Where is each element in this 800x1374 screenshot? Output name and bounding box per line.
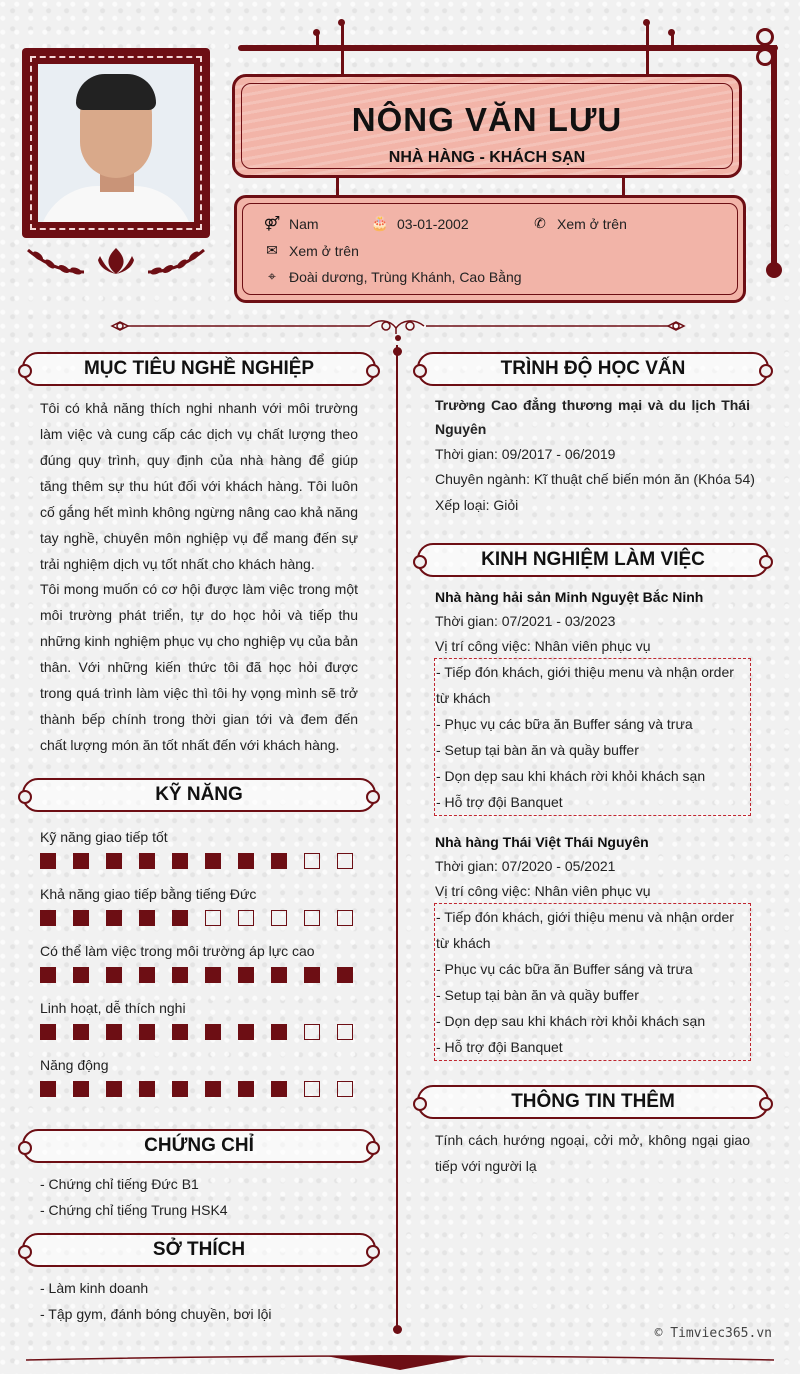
objective-paragraph-1: Tôi có khả năng thích nghi nhanh với môi trường làm việc và cung cấp các dịch vụ chất lượng theo đúng quy trình, quy định của nhà hàng để giúp tăng thêm sự thu hút đối với khách hàng. Tôi luôn cố gắng hết mình không ngừng nâng cao khả năng tay nghề, chuyên môn nghiệp vụ để mang đến sự trải nghiệm dịch vụ tốt nhất cho khách hàng.	[40, 400, 358, 572]
section-title-objective: MỤC TIÊU NGHỀ NGHIỆP	[22, 352, 376, 386]
rail-ring-icon	[756, 48, 774, 66]
skill-level-filled	[205, 853, 221, 869]
skill-level-filled	[172, 853, 188, 869]
skill-level-filled	[205, 1081, 221, 1097]
hanger-rod	[341, 22, 344, 74]
job-task-item: - Dọn dẹp sau khi khách rời khỏi khách sạn	[436, 768, 706, 784]
contact-address	[263, 268, 522, 285]
certificate-item: - Chứng chỉ tiếng Trung HSK4	[40, 1202, 228, 1218]
skill-level-filled	[139, 967, 155, 983]
job-task-item: - Dọn dẹp sau khi khách rời khỏi khách sạn	[436, 1013, 706, 1029]
skill-level-empty	[337, 1081, 353, 1097]
skill-level-filled	[73, 910, 89, 926]
gender-icon: ⚤	[263, 215, 281, 231]
skill-level-filled	[238, 1081, 254, 1097]
email-value: Xem ở trên	[289, 242, 359, 259]
contact-birthday	[371, 215, 469, 232]
hobby-item: - Tập gym, đánh bóng chuyền, bơi lội	[40, 1306, 272, 1322]
phone-icon: ✆	[534, 215, 546, 231]
skill-label: Kỹ năng giao tiếp tốt	[40, 829, 168, 845]
skill-level-filled	[304, 967, 320, 983]
address-value: Đoài dương, Trùng Khánh, Cao Bằng	[289, 268, 522, 285]
job-role: Vị trí công việc: Nhân viên phục vụ	[435, 883, 651, 899]
skill-level-filled	[139, 1024, 155, 1040]
laurel-ornament-icon	[24, 242, 208, 278]
skill-level-filled	[73, 1024, 89, 1040]
extra-info-text: Tính cách hướng ngoại, cởi mở, không ngại giao tiếp với người lạ	[435, 1132, 750, 1174]
skill-level-meter	[40, 967, 353, 983]
skill-level-empty	[337, 853, 353, 869]
skill-level-filled	[271, 1024, 287, 1040]
skill-label: Linh hoạt, dễ thích nghi	[40, 1000, 186, 1016]
rail-ring-icon	[756, 28, 774, 46]
gender-value: Nam	[289, 215, 319, 232]
skill-level-empty	[205, 910, 221, 926]
skill-level-filled	[205, 1024, 221, 1040]
candidate-name: NÔNG VĂN LƯU	[351, 101, 623, 138]
skill-level-filled	[172, 1081, 188, 1097]
skill-level-filled	[238, 853, 254, 869]
location-pin-icon: ⌖	[268, 268, 276, 284]
skill-label: Khả năng giao tiếp bằng tiếng Đức	[40, 886, 257, 902]
job-role: Vị trí công việc: Nhân viên phục vụ	[435, 638, 651, 654]
job-company: Nhà hàng Thái Việt Thái Nguyên	[435, 834, 649, 850]
skill-level-empty	[304, 1024, 320, 1040]
skill-level-filled	[40, 1024, 56, 1040]
ornamental-divider-icon	[108, 316, 688, 346]
skill-level-empty	[271, 910, 287, 926]
skill-level-meter	[40, 910, 353, 926]
job-time: Thời gian: 07/2021 - 03/2023	[435, 613, 616, 629]
skill-level-meter	[40, 853, 353, 869]
contact-email	[263, 242, 359, 259]
skill-level-filled	[40, 967, 56, 983]
skill-level-filled	[172, 910, 188, 926]
header-post-knob	[766, 262, 782, 278]
desired-position: NHÀ HÀNG - KHÁCH SẠN	[388, 149, 586, 166]
section-title-certificates: CHỨNG CHỈ	[22, 1129, 376, 1163]
skill-level-filled	[139, 1081, 155, 1097]
hanger-knob	[668, 29, 675, 36]
job-task-item: - Hỗ trợ đội Banquet	[436, 1039, 563, 1055]
job-task-item: - Hỗ trợ đội Banquet	[436, 794, 563, 810]
watermark: © Timviec365.vn	[654, 1326, 772, 1341]
skill-level-empty	[238, 910, 254, 926]
skill-level-meter	[40, 1081, 353, 1097]
skill-level-filled	[73, 967, 89, 983]
skill-level-filled	[106, 853, 122, 869]
skill-level-empty	[304, 910, 320, 926]
job-time: Thời gian: 07/2020 - 05/2021	[435, 858, 616, 874]
skill-level-filled	[106, 1081, 122, 1097]
envelope-icon: ✉	[266, 242, 278, 258]
education-time: Thời gian: 09/2017 - 06/2019	[435, 446, 616, 462]
job-task-item: - Phục vụ các bữa ăn Buffer sáng và trưa	[436, 961, 693, 977]
skill-level-filled	[73, 853, 89, 869]
education-major: Chuyên ngành: Kĩ thuật chế biến món ăn (Khóa 54)	[435, 471, 755, 487]
skill-level-filled	[139, 910, 155, 926]
skill-level-filled	[106, 967, 122, 983]
phone-value: Xem ở trên	[557, 215, 627, 232]
avatar-frame	[22, 48, 210, 238]
skill-level-filled	[106, 1024, 122, 1040]
job-tasks	[434, 658, 751, 816]
section-title-education: TRÌNH ĐỘ HỌC VẤN	[417, 352, 769, 386]
skill-level-filled	[172, 967, 188, 983]
avatar-border	[30, 56, 202, 230]
bottom-ornament-icon	[26, 1352, 774, 1374]
skill-level-filled	[271, 1081, 287, 1097]
skill-level-filled	[205, 967, 221, 983]
skill-level-empty	[304, 853, 320, 869]
job-task-item: - Setup tại bàn ăn và quầy buffer	[436, 987, 639, 1003]
spine-dot	[393, 1325, 402, 1334]
skill-level-filled	[271, 853, 287, 869]
section-title-skills: KỸ NĂNG	[22, 778, 376, 812]
education-school: Trường Cao đẳng thương mại và du lịch Thái Nguyên	[435, 397, 750, 437]
skill-label: Năng động	[40, 1057, 109, 1073]
skill-level-filled	[40, 910, 56, 926]
skill-level-filled	[172, 1024, 188, 1040]
hanger-rod	[646, 22, 649, 74]
birthday-cake-icon: 🎂	[371, 215, 389, 231]
skill-level-empty	[304, 1081, 320, 1097]
column-spine	[396, 345, 398, 1330]
skill-level-empty	[337, 910, 353, 926]
contact-phone	[531, 215, 627, 232]
skill-level-filled	[337, 967, 353, 983]
skill-level-filled	[238, 1024, 254, 1040]
avatar	[38, 64, 194, 222]
job-task-item: - Tiếp đón khách, giới thiệu menu và nhận order từ khách	[436, 909, 734, 951]
hanger-knob	[643, 19, 650, 26]
avatar-hair	[76, 74, 156, 110]
certificate-item: - Chứng chỉ tiếng Đức B1	[40, 1176, 199, 1192]
contact-plate	[234, 195, 746, 303]
objective-paragraph-2: Tôi mong muốn có cơ hội được làm việc trong một môi trường phát triển, tự do học hỏi và tiếp thu những kinh nghiệm phục vụ cho nghiệp vụ của bản thân. Với những kiến thức tôi đã học hỏi được trong quá trình làm việc thì tôi hy vọng mình sẽ trở thành bếp chính trong thời gian tới và đem đến chất lượng món ăn tốt nhất đến với khách hàng.	[40, 581, 358, 753]
skill-level-filled	[40, 1081, 56, 1097]
section-title-hobbies: SỞ THÍCH	[22, 1233, 376, 1267]
contact-gender	[263, 215, 319, 232]
header-rail	[238, 45, 778, 51]
education-grade: Xếp loại: Giỏi	[435, 497, 519, 513]
hobby-item: - Làm kinh doanh	[40, 1280, 149, 1296]
job-task-item: - Setup tại bàn ăn và quầy buffer	[436, 742, 639, 758]
name-plate	[232, 74, 742, 178]
skill-level-filled	[73, 1081, 89, 1097]
skill-level-filled	[40, 853, 56, 869]
skill-label: Có thể làm việc trong môi trường áp lực cao	[40, 943, 315, 959]
skill-level-filled	[238, 967, 254, 983]
header-post	[771, 45, 777, 271]
skill-level-filled	[139, 853, 155, 869]
skill-level-filled	[271, 967, 287, 983]
hanger-knob	[338, 19, 345, 26]
section-title-experience: KINH NGHIỆM LÀM VIỆC	[417, 543, 769, 577]
spine-dot	[393, 347, 402, 356]
job-task-item: - Tiếp đón khách, giới thiệu menu và nhận order từ khách	[436, 664, 734, 706]
job-task-item: - Phục vụ các bữa ăn Buffer sáng và trưa	[436, 716, 693, 732]
skill-level-filled	[106, 910, 122, 926]
job-tasks	[434, 903, 751, 1061]
job-company: Nhà hàng hải sản Minh Nguyệt Bắc Ninh	[435, 589, 704, 605]
skill-level-empty	[337, 1024, 353, 1040]
birthday-value: 03-01-2002	[397, 215, 469, 232]
skill-level-meter	[40, 1024, 353, 1040]
section-title-extra-info: THÔNG TIN THÊM	[417, 1085, 769, 1119]
hanger-knob	[313, 29, 320, 36]
